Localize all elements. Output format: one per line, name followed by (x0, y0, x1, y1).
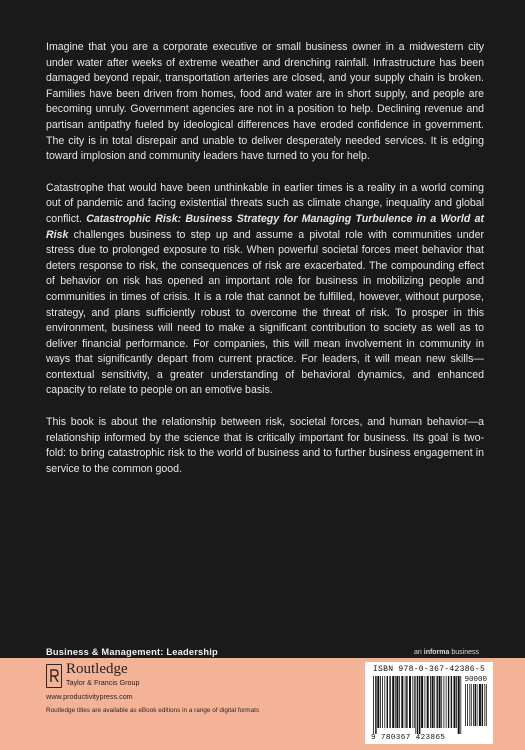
price-addon-barcode-icon (463, 684, 489, 732)
barcode-bar (477, 684, 478, 726)
barcode-bar (479, 684, 481, 726)
barcode-bar (419, 676, 420, 734)
informa-tagline (414, 649, 479, 656)
barcode-bar (475, 684, 476, 726)
barcode-bar (389, 676, 390, 728)
barcode-bar (380, 676, 381, 728)
barcode-bar (446, 676, 447, 728)
barcode-bar (473, 684, 474, 726)
barcode-bar (458, 676, 460, 734)
barcode-bar (454, 676, 456, 728)
barcode-bar (482, 684, 483, 726)
blurb (46, 40, 484, 493)
barcode-bar (486, 684, 487, 726)
barcode-bar (430, 676, 431, 728)
barcode-bar (465, 684, 466, 726)
barcode-bar (484, 684, 485, 726)
barcode-bar (377, 676, 379, 728)
isbn-text: ISBN 978-0-367-42386-5 (372, 665, 486, 674)
book-title: Catastrophic Risk: Business Strategy for Managing Turbulence in a World at Risk (46, 212, 484, 241)
barcode-bar (399, 676, 400, 728)
barcode-bar (471, 684, 472, 726)
ebook-note: Routledge titles are available as eBook editions in a range of digital formats (46, 707, 260, 714)
barcode-bar (405, 676, 406, 728)
barcode-bar (441, 676, 442, 728)
informa-brand: informa (423, 649, 450, 656)
footer-band (0, 658, 525, 750)
blurb-paragraph-1: Imagine that you are a corporate executive or small business owner in a midwestern city under water after weeks of extreme weather and drenching rainfall. Infrastructure has been damaged beyond repair, transportation arteries are closed, and your supply chain is broken. Families have been driven from homes, food and water are in short supply, and people are becoming unruly. Government agencies are not in a position to help. Declining revenue and partisan antipathy fueled by ideological differences have eroded confidence in government. The city is in total disrepair and unable to deliver desperately needed services. It is edging toward implosion and community leaders have turned to you for help. (46, 41, 484, 163)
price-code: 90000 (464, 676, 487, 684)
barcode-bar (467, 684, 468, 726)
publisher-website: www.productivitypress.com (46, 692, 133, 701)
barcode-bar (439, 676, 441, 728)
barcode-bar (456, 676, 457, 728)
blurb-paragraph-3: This book is about the relationship between risk, societal forces, and human behavior—a relationship informed by the science that is critically important for business. Its goal is two-fold: to bring catastrophic risk to the world of business and to further business engagement in service to the common good. (46, 416, 484, 475)
informa-suffix: business (449, 649, 479, 656)
barcode-bar (412, 676, 413, 728)
ean-digits: 9 780367 423865 (371, 734, 446, 742)
barcode-bar (427, 676, 429, 728)
barcode-bar (421, 676, 423, 728)
barcode-bar (414, 676, 415, 728)
barcode-bar (451, 676, 452, 728)
barcode-bar (437, 676, 438, 728)
barcode-bar (432, 676, 434, 728)
barcode-bar (417, 676, 418, 734)
barcode-bar (396, 676, 398, 728)
barcode-panel (365, 662, 493, 744)
informa-prefix: an (414, 649, 424, 656)
barcode-bar (392, 676, 394, 728)
barcode-bar (469, 684, 470, 726)
barcode-bar (382, 676, 383, 728)
blurb-paragraph-2-body: challenges business to step up and assume a pivotal role with communities under stress due to prolonged exposure to risk. When powerful societal forces meet behavior that deters response to risk, the consequences of risk are exacerbated. The compounding effect of behavior on risk has opened an important role for business in mobilizing people and communities in times of crisis. It is a role that cannot be fulfilled, however, without purpose, strategy, and plans sufficiently robust to overcome the threat of risk. To prosper in this environment, business will need to make a significant contribution to society as well as to deliver financial performance. For companies, this will mean involvement in community in ways that significantly depart from current practice. For leaders, it will mean new skills—contextual sensitivity, a greater understanding of behavioral dynamics, and enhanced capacity to relate to people on an emotive basis. (46, 228, 484, 397)
barcode-bar (448, 676, 449, 728)
barcode-bar (401, 676, 403, 728)
barcode-bar (395, 676, 396, 728)
barcode-bar (409, 676, 411, 728)
category-label: Business & Management: Leadership (46, 647, 218, 657)
barcode-bar (387, 676, 388, 728)
routledge-logo-icon (46, 664, 62, 688)
ean-barcode-icon (371, 676, 463, 734)
barcode-bar (415, 676, 416, 734)
barcode-bar (444, 676, 445, 728)
publisher-name: Routledge (66, 661, 128, 677)
barcode-bar (384, 676, 385, 728)
blurb-paragraph-2 (46, 181, 484, 399)
barcode-bar (434, 676, 435, 728)
barcode-bar (375, 676, 376, 734)
barcode-bar (425, 676, 426, 728)
blurb-paragraph-2-intro: Catastrophe that would have been unthinkable in earlier times is a reality in a world coming out of pandemic and facing existential threats such as climate change, inequality and global conflict. (46, 181, 484, 225)
barcode-bar (406, 676, 407, 728)
barcode-bar (373, 676, 374, 734)
publisher-group: Taylor & Francis Group (66, 678, 140, 687)
barcode-bar (460, 676, 461, 734)
